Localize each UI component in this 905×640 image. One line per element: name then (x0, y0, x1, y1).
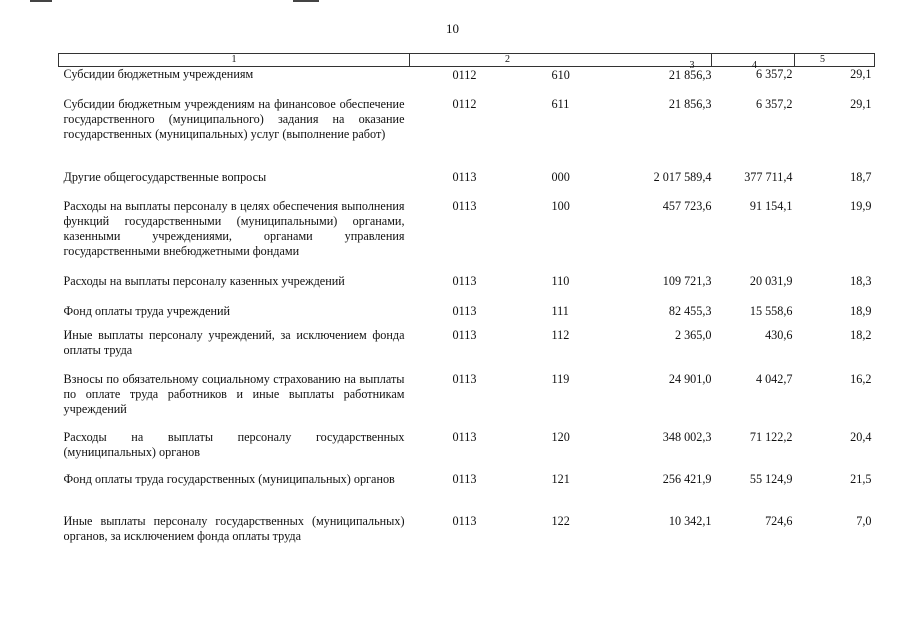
table-row (59, 514, 875, 574)
row-percent: 29,1 (850, 96, 872, 111)
row-name-cell (59, 328, 410, 372)
row-name-cell (59, 67, 410, 97)
row-expense-type: 611 (551, 96, 570, 111)
row-executed-amount: 15 558,6 (749, 303, 793, 318)
row-expense-type: 610 (551, 68, 570, 82)
row-codes-cell (410, 67, 712, 97)
row-name: Иные выплаты персоналу государственных (муниципальных) органов, за исключением фонда оплаты труда (63, 513, 405, 543)
row-name: Расходы на выплаты персоналу казенных учреждений (63, 273, 345, 288)
row-name: Иные выплаты персоналу учреждений, за исключением фонда оплаты труда (63, 327, 405, 357)
table-row (59, 304, 875, 328)
row-percent: 18,2 (850, 327, 872, 342)
row-expense-type: 122 (551, 513, 570, 528)
row-expense-type: 100 (551, 198, 570, 213)
row-percent: 16,2 (850, 371, 872, 386)
row-executed-amount: 6 357,2 (755, 67, 793, 81)
row-plan-amount: 82 455,3 (668, 303, 712, 318)
row-name: Расходы на выплаты персоналу государственных (муниципальных) органов (63, 429, 405, 459)
table-row (59, 328, 875, 372)
header-col-1: 1 (59, 54, 410, 67)
row-name-cell (59, 274, 410, 304)
row-section-code: 0113 (452, 303, 477, 318)
scan-mark-left (30, 0, 52, 2)
table-row (59, 430, 875, 472)
row-section-code: 0113 (452, 429, 477, 444)
row-section-code: 0112 (452, 68, 477, 82)
row-expense-type: 120 (551, 429, 570, 444)
row-section-code: 0113 (452, 273, 477, 288)
row-name-cell (59, 304, 410, 328)
row-expense-type: 121 (551, 471, 570, 486)
row-percent: 21,5 (850, 471, 872, 486)
row-plan-amount: 256 421,9 (662, 471, 712, 486)
row-codes-cell (410, 199, 712, 274)
row-plan-amount: 457 723,6 (662, 198, 712, 213)
row-percent: 18,3 (850, 273, 872, 288)
table-row (59, 274, 875, 304)
row-codes-cell (410, 514, 712, 574)
row-executed-amount: 430,6 (765, 327, 793, 342)
row-plan-amount: 21 856,3 (668, 96, 712, 111)
row-executed-amount: 6 357,2 (755, 96, 793, 111)
row-section-code: 0113 (452, 198, 477, 213)
row-codes-cell (410, 170, 712, 199)
row-executed-amount: 55 124,9 (749, 471, 793, 486)
row-name: Субсидии бюджетным учреждениям на финансовое обеспечение государственного (муниципального) задания на оказание государственных (муниципальных) услуг (выполнение работ) (63, 96, 405, 141)
row-executed-amount: 4 042,7 (755, 371, 793, 386)
row-name-cell (59, 199, 410, 274)
row-section-code: 0113 (452, 371, 477, 386)
row-expense-type: 111 (551, 303, 569, 318)
row-percent: 29,1 (850, 67, 872, 81)
row-codes-cell (410, 97, 712, 170)
table-body (59, 67, 875, 574)
row-executed-amount: 20 031,9 (749, 273, 793, 288)
row-executed-amount: 71 122,2 (749, 429, 793, 444)
header-col-2: 2 (410, 54, 712, 67)
row-plan-amount: 10 342,1 (668, 513, 712, 528)
row-section-code: 0113 (452, 169, 477, 184)
row-name: Фонд оплаты труда государственных (муниципальных) органов (63, 471, 395, 486)
row-codes-cell (410, 430, 712, 472)
row-percent: 7,0 (856, 513, 872, 528)
header-col-5: 5 (795, 54, 875, 67)
row-plan-amount: 2 017 589,4 (653, 169, 712, 184)
row-plan-amount: 2 365,0 (674, 327, 712, 342)
row-name-cell (59, 97, 410, 170)
page-number: 10 (446, 21, 459, 36)
header-col-3: 3 (689, 60, 695, 71)
table-row (59, 97, 875, 170)
row-name-cell (59, 430, 410, 472)
header-col-3-4 (689, 54, 795, 71)
row-codes-cell (410, 274, 712, 304)
row-codes-cell (410, 372, 712, 430)
row-plan-amount: 109 721,3 (662, 273, 712, 288)
row-expense-type: 000 (551, 169, 570, 184)
row-name: Фонд оплаты труда учреждений (63, 303, 231, 318)
row-name: Другие общегосударственные вопросы (63, 169, 267, 184)
budget-table (58, 53, 875, 574)
table-row (59, 372, 875, 430)
row-section-code: 0113 (452, 327, 477, 342)
row-name-cell (59, 170, 410, 199)
header-row (59, 54, 875, 67)
table-row (59, 472, 875, 514)
row-plan-amount: 348 002,3 (662, 429, 712, 444)
row-codes-cell (410, 472, 712, 514)
row-name: Взносы по обязательному социальному страхованию на выплаты по оплате труда работников и иные выплаты работникам учреждений (63, 371, 405, 416)
table-row (59, 199, 875, 274)
scan-mark-right (293, 0, 319, 2)
row-expense-type: 110 (551, 273, 570, 288)
row-name-cell (59, 472, 410, 514)
row-codes-cell (410, 304, 712, 328)
row-plan-amount: 24 901,0 (668, 371, 712, 386)
row-name-cell (59, 514, 410, 574)
row-name: Субсидии бюджетным учреждениям (63, 67, 254, 81)
row-executed-amount: 724,6 (765, 513, 793, 528)
row-executed-amount: 377 711,4 (744, 169, 793, 184)
row-executed-amount: 91 154,1 (749, 198, 793, 213)
row-percent: 18,9 (850, 303, 872, 318)
row-percent: 19,9 (850, 198, 872, 213)
row-section-code: 0113 (452, 513, 477, 528)
row-name-cell (59, 372, 410, 430)
header-col-4: 4 (752, 60, 757, 71)
table-row (59, 170, 875, 199)
row-expense-type: 112 (551, 327, 570, 342)
row-section-code: 0112 (452, 96, 477, 111)
row-codes-cell (410, 328, 712, 372)
row-percent: 18,7 (850, 169, 872, 184)
row-plan-amount: 21 856,3 (668, 68, 712, 82)
row-section-code: 0113 (452, 471, 477, 486)
row-name: Расходы на выплаты персоналу в целях обеспечения выполнения функций государственными (муниципальными) органами, казенными учреждениями, органами управления государственными внебюджетными фондами (63, 198, 405, 258)
row-percent: 20,4 (850, 429, 872, 444)
row-expense-type: 119 (551, 371, 570, 386)
